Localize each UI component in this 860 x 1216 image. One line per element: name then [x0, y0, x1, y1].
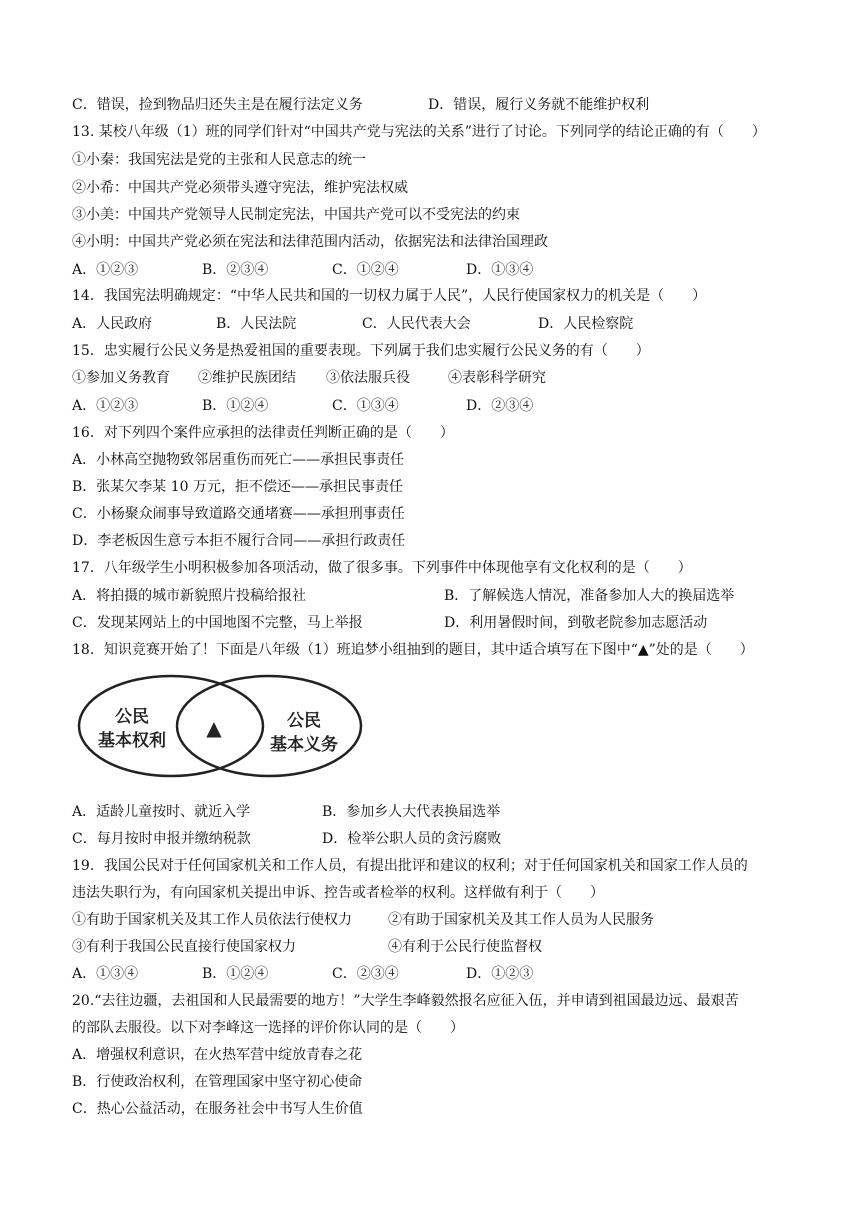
q12-option-c: C．错误，捡到物品归还失主是在履行法定义务	[72, 97, 363, 113]
q13-statement-4: ④小明：中国共产党必须在宪法和法律范围内活动，依据宪法和法律治国理政	[72, 234, 548, 250]
q15-option-c: C．①③④	[332, 398, 399, 414]
q19-statement-4: ④有利于公民行使监督权	[388, 939, 542, 955]
venn-diagram	[76, 672, 376, 784]
q15-option-b: B．①②④	[202, 398, 269, 414]
q17-option-a: A．将拍摄的城市新貌照片投稿给报社	[72, 588, 307, 604]
q14-option-d: D．人民检察院	[538, 316, 634, 332]
q15-statement-4: ④表彰科学研究	[448, 370, 546, 386]
q14-option-c: C．人民代表大会	[362, 316, 471, 332]
right-ellipse	[177, 676, 361, 776]
left-ellipse	[79, 676, 263, 776]
q18-option-b: B．参加乡人大代表换届选举	[322, 804, 501, 820]
q15-statement-1: ①参加义务教育	[72, 370, 170, 386]
q17-options-cd	[72, 615, 708, 631]
q12-options-cd	[72, 97, 650, 113]
q13-option-d: D．①③④	[466, 262, 534, 278]
q14-options	[72, 316, 634, 332]
q19-option-a: A．①③④	[72, 966, 139, 982]
q15-options	[72, 398, 534, 414]
q16-option-c: C．小杨聚众闹事导致道路交通堵赛——承担刑事责任	[72, 506, 405, 522]
q13-options	[72, 262, 534, 278]
q17-option-b: B．了解候选人情况，准备参加人大的换届选举	[444, 588, 735, 604]
q19-options	[72, 966, 534, 982]
q19-option-b: B．①②④	[202, 966, 269, 982]
q18-options-ab	[72, 804, 501, 820]
left-label-line1: 公民	[115, 707, 149, 727]
q17-option-d: D．利用暑假时间，到敬老院参加志愿活动	[444, 615, 708, 631]
q13-statement-3: ③小美：中国共产党领导人民制定宪法，中国共产党可以不受宪法的约束	[72, 207, 520, 223]
q17-option-c: C．发现某网站上的中国地图不完整，马上举报	[72, 615, 363, 631]
q15-statements	[72, 370, 546, 386]
q13-option-c: C．①②④	[332, 262, 399, 278]
q20-stem-line1: 20.“去往边疆，去祖国和人民最需要的地方！”大学生李峰毅然报名应征入伍，并申请到祖国最边远、最艰苦	[72, 993, 739, 1009]
q15-option-a: A．①②③	[72, 398, 139, 414]
q18-stem: 18．知识竞赛开始了！下面是八年级（1）班追梦小组抽到的题目，其中适合填写在下图中“▲”处的是（ ）	[72, 642, 754, 658]
q19-stem-line1: 19．我国公民对于任何国家机关和工作人员，有提出批评和建议的权利；对于任何国家机关和国家工作人员的	[72, 858, 748, 874]
q20-option-a: A．增强权利意识，在火热军营中绽放青春之花	[72, 1047, 363, 1063]
q16-stem: 16．对下列四个案件应承担的法律责任判断正确的是（ ）	[72, 425, 454, 441]
q17-options-ab	[72, 588, 735, 604]
q18-option-a: A．适龄儿童按时、就近入学	[72, 804, 251, 820]
q13-option-b: B．②③④	[202, 262, 269, 278]
q16-option-b: B．张某欠李某 10 万元，拒不偿还——承担民事责任	[72, 479, 404, 495]
q15-option-d: D．②③④	[466, 398, 534, 414]
q17-stem: 17．八年级学生小明积极参加各项活动，做了很多事。下列事件中体现他享有文化权利的是（ ）	[72, 560, 692, 576]
q20-option-c: C．热心公益活动，在服务社会中书写人生价值	[72, 1101, 363, 1117]
q15-statement-3: ③依法服兵役	[326, 370, 410, 386]
q19-statements-34	[72, 939, 542, 955]
q18-option-d: D．检举公职人员的贪污腐败	[322, 831, 502, 847]
q19-statements-12	[72, 912, 654, 928]
q20-option-b: B．行使政治权利，在管理国家中坚守初心使命	[72, 1074, 363, 1090]
q19-statement-2: ②有助于国家机关及其工作人员为人民服务	[388, 912, 654, 928]
q13-statement-1: ①小秦：我国宪法是党的主张和人民意志的统一	[72, 152, 366, 168]
q13-stem: 13. 某校八年级（1）班的同学们针对“中国共产党与宪法的关系”进行了讨论。下列同学的结论正确的有（ ）	[72, 124, 766, 140]
q16-option-d: D．李老板因生意亏本拒不履行合同——承担行政责任	[72, 533, 406, 549]
q19-stem-line2: 违法失职行为，有向国家机关提出申诉、控告或者检举的权利。这样做有利于（ ）	[72, 885, 604, 901]
q13-statement-2: ②小希：中国共产党必须带头遵守宪法，维护宪法权威	[72, 180, 408, 196]
q19-option-d: D．①②③	[466, 966, 534, 982]
q20-stem-line2: 的部队去服役。以下对李峰这一选择的评价你认同的是（ ）	[72, 1020, 464, 1036]
left-label-line2: 基本权利	[98, 731, 166, 751]
q14-stem: 14．我国宪法明确规定：“中华人民共和国的一切权力属于人民”，人民行使国家权力的机关是（ ）	[72, 288, 707, 304]
q18-options-cd	[72, 831, 502, 847]
q18-option-c: C．每月按时申报并缴纳税款	[72, 831, 251, 847]
right-label-line1: 公民	[287, 711, 321, 731]
q12-option-d: D．错误，履行义务就不能维护权利	[428, 97, 650, 113]
right-label-line2: 基本义务	[270, 735, 338, 755]
q15-statement-2: ②维护民族团结	[198, 370, 296, 386]
q15-stem: 15．忠实履行公民义务是热爱祖国的重要表现。下列属于我们忠实履行公民义务的有（ ）	[72, 343, 650, 359]
q19-option-c: C．②③④	[332, 966, 399, 982]
q16-option-a: A．小林高空抛物致邻居重伤而死亡——承担民事责任	[72, 452, 405, 468]
q19-statement-3: ③有利于我国公民直接行使国家权力	[72, 939, 296, 955]
q13-option-a: A．①②③	[72, 262, 139, 278]
q14-option-a: A．人民政府	[72, 316, 153, 332]
q19-statement-1: ①有助于国家机关及其工作人员依法行使权力	[72, 912, 352, 928]
triangle-placeholder: ▲	[206, 716, 222, 740]
q14-option-b: B．人民法院	[216, 316, 297, 332]
